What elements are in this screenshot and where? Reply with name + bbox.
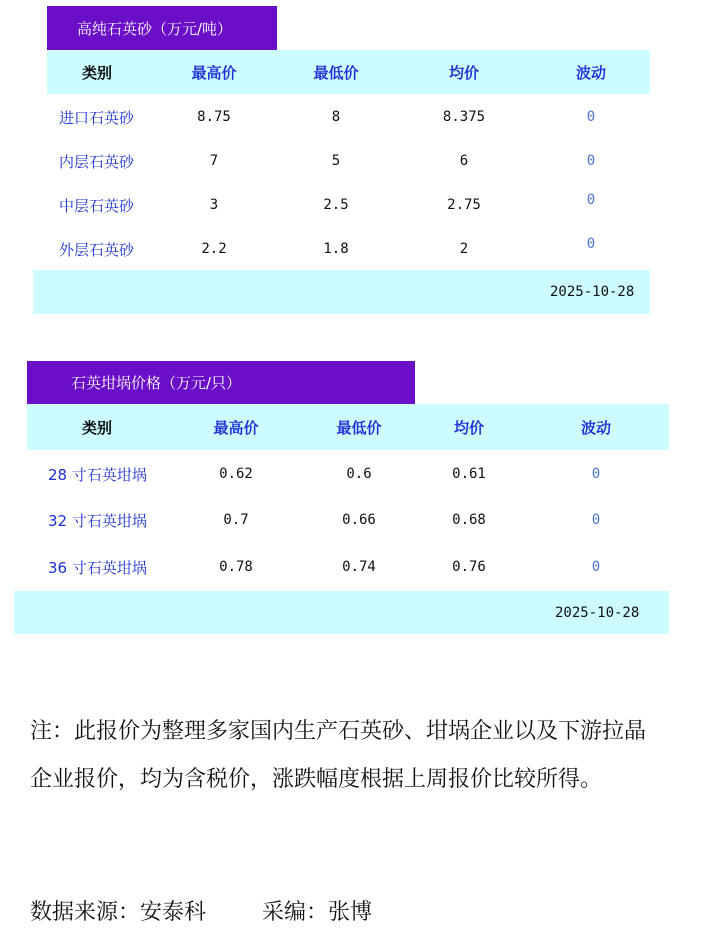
row-avg: 0.61 (452, 466, 486, 482)
row-low: 0.66 (342, 512, 376, 528)
row-low: 1.8 (323, 241, 349, 257)
editor-credit: 采编：张博 (261, 900, 372, 925)
row-high: 0.78 (219, 559, 253, 575)
row-change: 0 (586, 109, 596, 125)
table-title: 高纯石英砂（万元/吨） (77, 19, 233, 38)
row-change: 0 (591, 559, 601, 575)
header-high: 最高价 (191, 63, 237, 82)
header-high: 最高价 (213, 418, 259, 437)
row-change: 0 (586, 236, 596, 252)
row-avg: 0.76 (452, 559, 486, 575)
row-change: 0 (591, 512, 601, 528)
row-high: 8.75 (197, 109, 231, 125)
row-high: 7 (209, 153, 219, 169)
row-avg: 2 (459, 241, 469, 257)
row-change: 0 (586, 192, 596, 208)
table-row (47, 139, 650, 183)
row-change: 0 (591, 466, 601, 482)
row-avg: 0.68 (452, 512, 486, 528)
row-high: 2.2 (201, 241, 227, 257)
table-row (27, 497, 669, 543)
table-date-row (14, 591, 669, 634)
table-date: 2025-10-28 (550, 284, 635, 300)
row-low: 8 (331, 109, 341, 125)
row-name: 内层石英砂 (59, 152, 135, 171)
row-high: 0.62 (219, 466, 253, 482)
row-low: 0.74 (342, 559, 376, 575)
table-row (47, 95, 650, 139)
header-avg: 均价 (453, 418, 484, 437)
disclaimer-note: 注：此报价为整理多家国内生产石英砂、坩埚企业以及下游拉晶企业报价，均为含税价，涨跌幅度根据上周报价比较所得。 (30, 719, 647, 792)
row-name: 外层石英砂 (59, 240, 135, 259)
row-name: 28 寸石英坩埚 (48, 465, 147, 484)
footer-credits (30, 895, 372, 926)
table-row (47, 227, 650, 271)
row-avg: 6 (459, 153, 469, 169)
table-header-row (47, 50, 650, 94)
header-low: 最低价 (336, 418, 382, 437)
table-date-row (33, 270, 650, 314)
row-low: 0.6 (346, 466, 372, 482)
row-name: 中层石英砂 (59, 196, 135, 215)
row-avg: 2.75 (447, 197, 481, 213)
data-source: 数据来源：安泰科 (30, 900, 207, 925)
row-avg: 8.375 (442, 109, 486, 125)
row-high: 0.7 (223, 512, 249, 528)
header-category: 类别 (81, 63, 112, 82)
table-header-row (27, 404, 669, 450)
table-title-bar (47, 6, 277, 50)
table-title: 石英坩埚价格（万元/只） (71, 374, 242, 392)
table-date: 2025-10-28 (555, 604, 640, 621)
header-change: 波动 (580, 418, 611, 437)
table-title-bar (27, 361, 415, 404)
header-low: 最低价 (313, 63, 359, 82)
row-name: 进口石英砂 (59, 108, 135, 127)
row-low: 5 (331, 153, 341, 169)
row-name: 36 寸石英坩埚 (48, 558, 147, 577)
header-category: 类别 (81, 418, 112, 437)
header-change: 波动 (575, 63, 606, 82)
row-change: 0 (586, 153, 596, 169)
row-name: 32 寸石英坩埚 (48, 511, 147, 530)
table-row (27, 451, 669, 497)
header-avg: 均价 (448, 63, 479, 82)
row-low: 2.5 (323, 197, 349, 213)
row-high: 3 (209, 197, 219, 213)
table-row (47, 183, 650, 227)
table-row (27, 544, 669, 590)
